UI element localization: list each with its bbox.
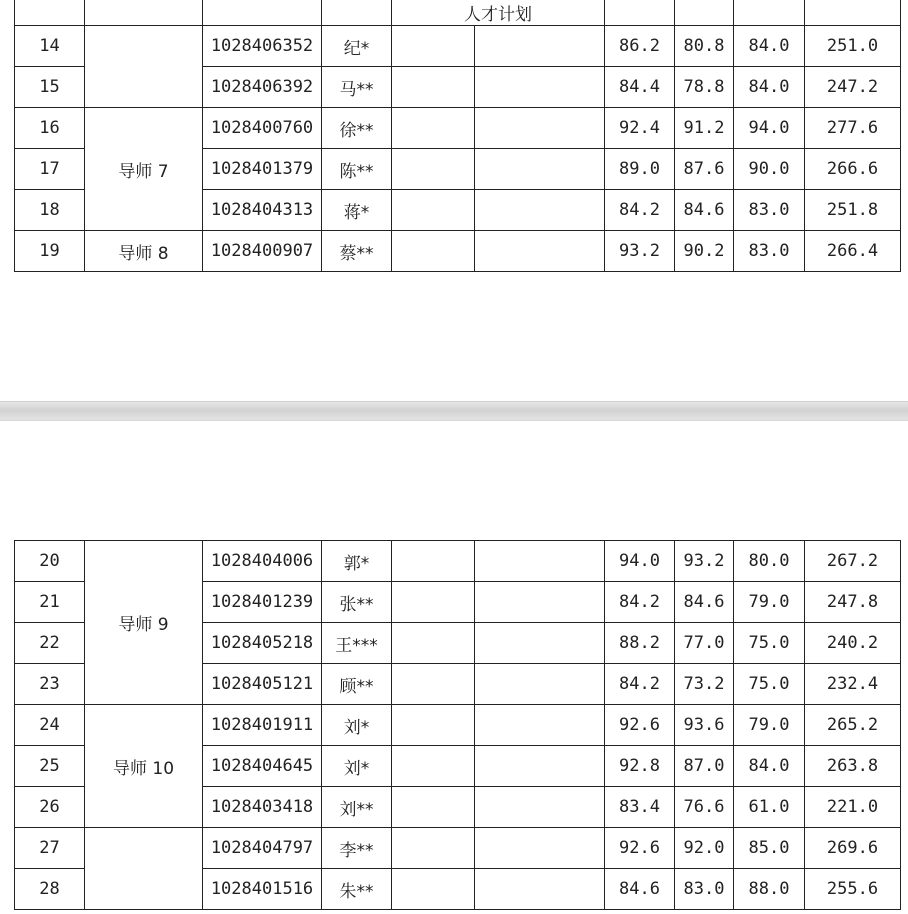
score-2: 83.0 (675, 869, 734, 910)
score-1: 84.6 (605, 869, 675, 910)
student-id: 1028403418 (203, 787, 322, 828)
table-row (15, 26, 901, 67)
row-index: 18 (15, 190, 85, 231)
table-row (15, 108, 901, 149)
score-3: 79.0 (734, 582, 805, 623)
score-table-top (14, 0, 901, 272)
student-name: 陈** (322, 149, 392, 190)
score-1: 92.8 (605, 746, 675, 787)
total-score: 277.6 (805, 108, 901, 149)
row-index: 25 (15, 746, 85, 787)
score-1: 88.2 (605, 623, 675, 664)
blank-cell (475, 787, 605, 828)
table-row (15, 541, 901, 582)
blank-cell (475, 541, 605, 582)
score-3: 90.0 (734, 149, 805, 190)
score-3: 84.0 (734, 746, 805, 787)
blank-cell (392, 623, 475, 664)
score-3: 83.0 (734, 190, 805, 231)
score-1: 93.2 (605, 231, 675, 272)
row-index: 16 (15, 108, 85, 149)
score-table-bottom (14, 540, 901, 910)
advisor-cell (85, 828, 203, 910)
student-name: 王*** (322, 623, 392, 664)
total-score: 232.4 (805, 664, 901, 705)
student-name: 纪* (322, 26, 392, 67)
score-1: 84.2 (605, 582, 675, 623)
score-3: 75.0 (734, 664, 805, 705)
total-score: 265.2 (805, 705, 901, 746)
score-3: 88.0 (734, 869, 805, 910)
student-id: 1028401911 (203, 705, 322, 746)
advisor-cell: 导师 9 (85, 541, 203, 705)
student-id: 1028406392 (203, 67, 322, 108)
score-1: 92.6 (605, 705, 675, 746)
blank-cell (392, 149, 475, 190)
score-2: 93.6 (675, 705, 734, 746)
row-index: 28 (15, 869, 85, 910)
blank-cell (392, 664, 475, 705)
total-score: 251.0 (805, 26, 901, 67)
row-index: 23 (15, 664, 85, 705)
student-id: 1028401516 (203, 869, 322, 910)
row-index: 20 (15, 541, 85, 582)
total-score: 269.6 (805, 828, 901, 869)
blank-cell (475, 705, 605, 746)
student-name: 蔡** (322, 231, 392, 272)
score-1: 94.0 (605, 541, 675, 582)
student-name: 顾** (322, 664, 392, 705)
score-3: 79.0 (734, 705, 805, 746)
score-3: 75.0 (734, 623, 805, 664)
score-2: 91.2 (675, 108, 734, 149)
header-row-tail (15, 0, 901, 26)
blank-cell (392, 26, 475, 67)
student-id: 1028401239 (203, 582, 322, 623)
row-index: 19 (15, 231, 85, 272)
total-score: 266.6 (805, 149, 901, 190)
student-id: 1028400907 (203, 231, 322, 272)
page-separator (0, 401, 908, 421)
blank-cell (392, 231, 475, 272)
score-1: 84.4 (605, 67, 675, 108)
blank-cell (475, 190, 605, 231)
score-3: 83.0 (734, 231, 805, 272)
score-1: 83.4 (605, 787, 675, 828)
total-score: 221.0 (805, 787, 901, 828)
row-index: 26 (15, 787, 85, 828)
blank-cell (475, 149, 605, 190)
total-score: 251.8 (805, 190, 901, 231)
student-id: 1028405121 (203, 664, 322, 705)
score-1: 92.4 (605, 108, 675, 149)
student-id: 1028404006 (203, 541, 322, 582)
score-2: 87.6 (675, 149, 734, 190)
blank-cell (392, 746, 475, 787)
score-2: 92.0 (675, 828, 734, 869)
student-name: 刘* (322, 705, 392, 746)
student-name: 马** (322, 67, 392, 108)
student-id: 1028405218 (203, 623, 322, 664)
row-index: 15 (15, 67, 85, 108)
advisor-cell: 导师 7 (85, 108, 203, 231)
blank-cell (475, 623, 605, 664)
score-3: 80.0 (734, 541, 805, 582)
blank-cell (392, 705, 475, 746)
advisor-cell (85, 26, 203, 108)
blank-cell (392, 541, 475, 582)
blank-cell (392, 190, 475, 231)
total-score: 255.6 (805, 869, 901, 910)
total-score: 263.8 (805, 746, 901, 787)
total-score: 247.8 (805, 582, 901, 623)
score-1: 89.0 (605, 149, 675, 190)
student-id: 1028404645 (203, 746, 322, 787)
score-2: 80.8 (675, 26, 734, 67)
blank-cell (392, 869, 475, 910)
row-index: 17 (15, 149, 85, 190)
blank-cell (475, 664, 605, 705)
row-index: 22 (15, 623, 85, 664)
row-index: 21 (15, 582, 85, 623)
blank-cell (475, 869, 605, 910)
student-name: 蒋* (322, 190, 392, 231)
blank-cell (475, 746, 605, 787)
student-id: 1028404797 (203, 828, 322, 869)
score-1: 86.2 (605, 26, 675, 67)
blank-cell (392, 582, 475, 623)
student-name: 李** (322, 828, 392, 869)
score-2: 87.0 (675, 746, 734, 787)
row-index: 24 (15, 705, 85, 746)
score-1: 84.2 (605, 190, 675, 231)
student-name: 张** (322, 582, 392, 623)
total-score: 266.4 (805, 231, 901, 272)
total-score: 247.2 (805, 67, 901, 108)
row-index: 27 (15, 828, 85, 869)
table-row (15, 231, 901, 272)
score-2: 93.2 (675, 541, 734, 582)
blank-cell (392, 108, 475, 149)
student-id: 1028401379 (203, 149, 322, 190)
score-2: 90.2 (675, 231, 734, 272)
score-3: 85.0 (734, 828, 805, 869)
student-id: 1028404313 (203, 190, 322, 231)
student-name: 刘* (322, 746, 392, 787)
score-2: 84.6 (675, 582, 734, 623)
blank-cell (475, 67, 605, 108)
blank-cell (392, 67, 475, 108)
blank-cell (475, 582, 605, 623)
total-score: 240.2 (805, 623, 901, 664)
score-3: 84.0 (734, 26, 805, 67)
student-name: 朱** (322, 869, 392, 910)
advisor-cell: 导师 8 (85, 231, 203, 272)
table-row (15, 828, 901, 869)
blank-cell (392, 828, 475, 869)
student-id: 1028406352 (203, 26, 322, 67)
student-name: 郭* (322, 541, 392, 582)
student-id: 1028400760 (203, 108, 322, 149)
student-name: 徐** (322, 108, 392, 149)
blank-cell (475, 231, 605, 272)
score-3: 61.0 (734, 787, 805, 828)
score-3: 94.0 (734, 108, 805, 149)
score-2: 76.6 (675, 787, 734, 828)
talent-plan-header: 人才计划 (392, 0, 605, 26)
score-2: 73.2 (675, 664, 734, 705)
score-2: 84.6 (675, 190, 734, 231)
blank-cell (475, 108, 605, 149)
blank-cell (392, 787, 475, 828)
blank-cell (475, 828, 605, 869)
score-2: 77.0 (675, 623, 734, 664)
total-score: 267.2 (805, 541, 901, 582)
score-2: 78.8 (675, 67, 734, 108)
student-name: 刘** (322, 787, 392, 828)
table-row (15, 705, 901, 746)
blank-cell (475, 26, 605, 67)
advisor-cell: 导师 10 (85, 705, 203, 828)
score-3: 84.0 (734, 67, 805, 108)
score-1: 92.6 (605, 828, 675, 869)
row-index: 14 (15, 26, 85, 67)
score-1: 84.2 (605, 664, 675, 705)
